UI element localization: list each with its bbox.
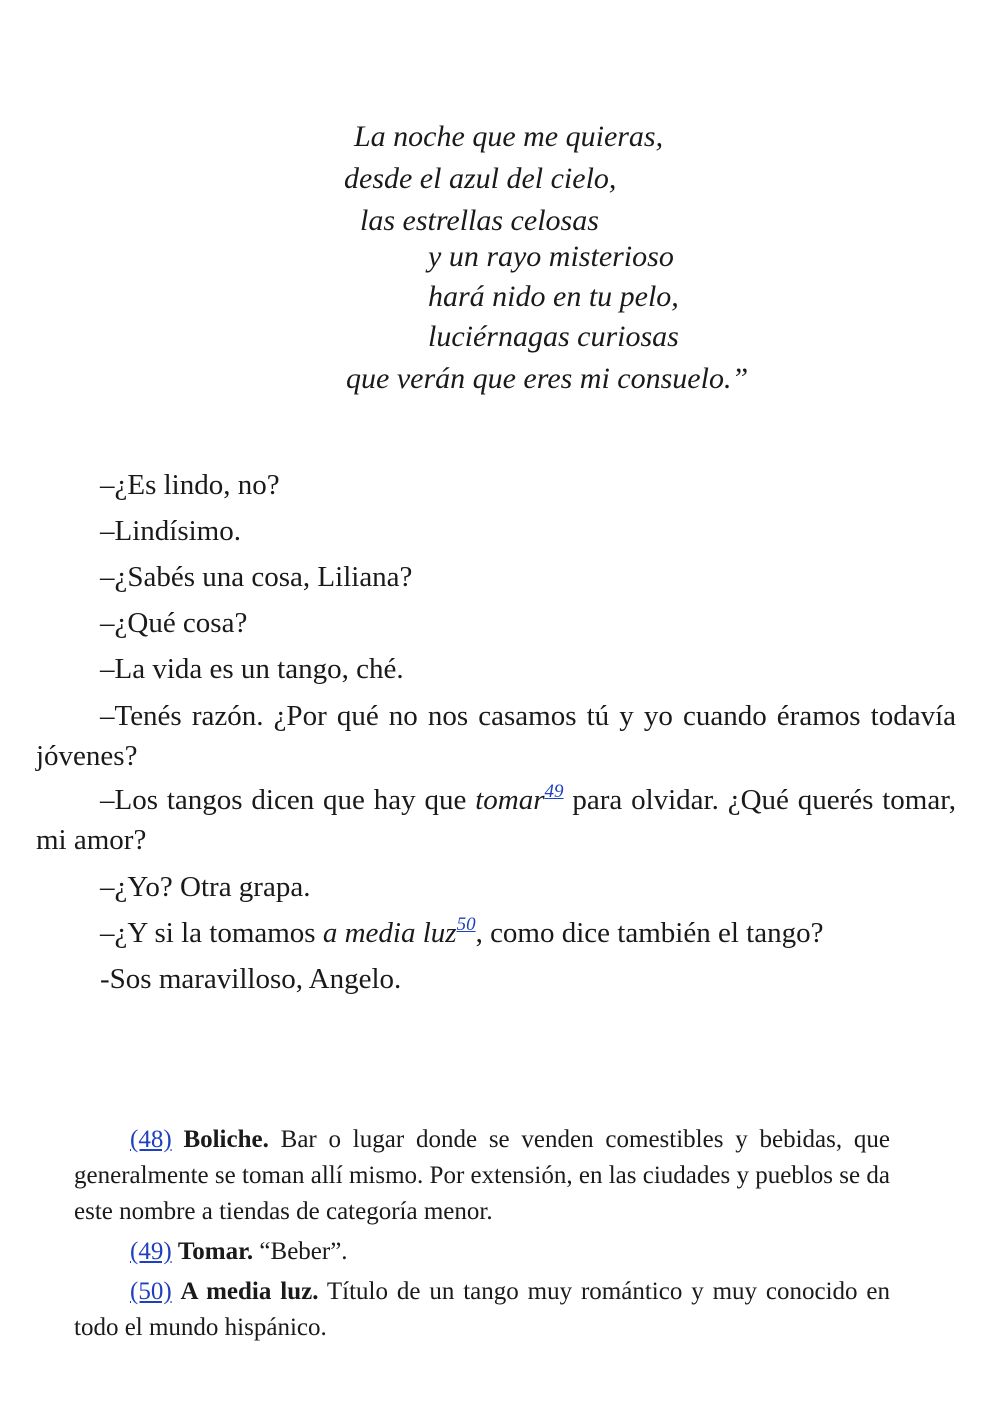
footnotes-section [74,1122,890,1350]
poem-line: hará nido en tu pelo, [428,280,679,313]
footnote-term: A media luz. [180,1278,319,1305]
footnote-50 [74,1274,890,1346]
footnote-number-link[interactable]: (48) [130,1126,172,1153]
poem-line: y un rayo misterioso [428,240,674,273]
dialogue-line: –¿Qué cosa? [100,607,248,639]
footnote-number-link[interactable]: (49) [130,1238,172,1265]
dialogue-line [36,780,956,860]
dialogue-line: –La vida es un tango, ché. [100,653,404,685]
poem-line: desde el azul del cielo, [344,162,617,195]
footnote-term: Boliche. [183,1126,269,1153]
footnote-49 [74,1234,890,1270]
footnote-link-50[interactable]: 50 [456,914,476,935]
dialogue-text: –Los tangos dicen que hay que [100,784,476,816]
dialogue-line: –¿Es lindo, no? [100,469,280,501]
poem-line: que verán que eres mi consuelo.” [346,362,749,395]
dialogue-emphasis: tomar [475,784,545,816]
poem-line: las estrellas celosas [360,204,599,237]
footnote-text: “Beber”. [253,1238,348,1265]
dialogue-emphasis: a media luz [322,917,457,949]
poem-line: La noche que me quieras, [354,120,664,153]
footnote-link-49[interactable]: 49 [544,781,564,802]
footnote-number-link[interactable]: (50) [130,1278,172,1305]
dialogue-line: –Tenés razón. ¿Por qué no nos casamos tú y yo cuando éramos todavía jóvenes? [36,700,956,772]
poem-line: luciérnagas curiosas [428,320,679,353]
dialogue-line: –¿Yo? Otra grapa. [100,871,311,903]
footnote-text: Bar o lugar donde se venden comestibles y bebidas, que generalmente se toman allí mismo. Por extensión, en las ciudades y pueblos se da este nombre a tiendas de categoría menor. [74,1126,890,1225]
footnote-text: Título de un tango muy romántico y muy conocido en todo el mundo hispánico. [74,1278,891,1341]
dialogue-text: , como dice también el tango? [475,917,824,949]
dialogue-line: –¿Sabés una cosa, Liliana? [100,561,413,593]
footnote-term: Tomar. [177,1238,254,1265]
dialogue-line: -Sos maravilloso, Angelo. [100,963,402,995]
dialogue-text: para olvidar. ¿Qué querés tomar, mi amor? [36,784,956,856]
dialogue-block [36,462,956,1002]
dialogue-line [36,910,956,956]
footnote-48 [74,1122,890,1230]
dialogue-text: –¿Y si la tomamos [100,917,323,949]
dialogue-line: –Lindísimo. [100,515,241,547]
